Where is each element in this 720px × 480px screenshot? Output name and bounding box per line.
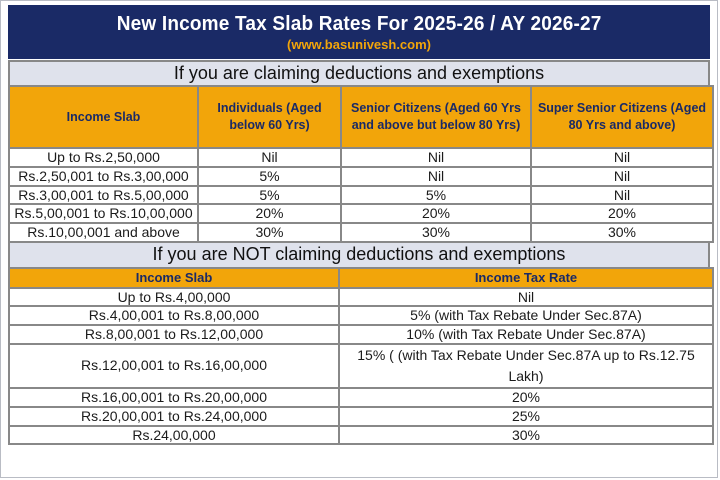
slab-cell: Rs.10,00,001 and above: [9, 223, 198, 242]
col-senior-citizens: Senior Citizens (Aged 60 Yrs and above but below 80 Yrs): [341, 86, 531, 148]
rate-cell: 25%: [339, 407, 713, 426]
rate-cell: 20%: [198, 204, 341, 223]
rate-cell: Nil: [341, 167, 531, 186]
page-title: New Income Tax Slab Rates For 2025-26 / AY 2026-27: [116, 12, 602, 35]
deductions-table: [8, 85, 714, 243]
rate-cell: 20%: [339, 388, 713, 407]
table-row: [9, 204, 713, 223]
slab-cell: Rs.5,00,001 to Rs.10,00,000: [9, 204, 198, 223]
rate-cell: 10% (with Tax Rebate Under Sec.87A): [339, 325, 713, 344]
rate-cell: Nil: [531, 186, 713, 205]
slab-cell: Rs.4,00,001 to Rs.8,00,000: [9, 306, 339, 325]
table-row: [9, 426, 713, 445]
website-text: (www.basunivesh.com): [287, 36, 431, 52]
table-row: [9, 325, 713, 344]
slab-cell: Rs.3,00,001 to Rs.5,00,000: [9, 186, 198, 205]
rate-cell: Nil: [531, 167, 713, 186]
rate-cell: 30%: [341, 223, 531, 242]
page-header: [8, 5, 710, 59]
table-row: [9, 148, 713, 167]
rate-cell: 30%: [531, 223, 713, 242]
rate-cell: 5%: [198, 167, 341, 186]
col-income-tax-rate: Income Tax Rate: [339, 268, 713, 288]
slab-cell: Rs.8,00,001 to Rs.12,00,000: [9, 325, 339, 344]
col-individuals: Individuals (Aged below 60 Yrs): [198, 86, 341, 148]
rate-cell: Nil: [531, 148, 713, 167]
col-income-slab: Income Slab: [9, 86, 198, 148]
rate-cell: 20%: [341, 204, 531, 223]
table-row: [9, 186, 713, 205]
table-row: [9, 306, 713, 325]
table-header-row: [9, 86, 713, 148]
section2-band: If you are NOT claiming deductions and exemptions: [8, 241, 710, 269]
rate-cell: 5%: [341, 186, 531, 205]
table-header-row: [9, 268, 713, 288]
slab-cell: Rs.2,50,001 to Rs.3,00,000: [9, 167, 198, 186]
rate-cell: Nil: [198, 148, 341, 167]
rate-cell: 20%: [531, 204, 713, 223]
rate-cell: 30%: [339, 426, 713, 445]
table-row: [9, 223, 713, 242]
rate-cell: 5%: [198, 186, 341, 205]
col-super-senior-citizens: Super Senior Citizens (Aged 80 Yrs and above): [531, 86, 713, 148]
rate-cell: Nil: [339, 288, 713, 307]
rate-cell: 30%: [198, 223, 341, 242]
table-row: [9, 388, 713, 407]
table-row: [9, 288, 713, 307]
rate-cell: 5% (with Tax Rebate Under Sec.87A): [339, 306, 713, 325]
col-income-slab: Income Slab: [9, 268, 339, 288]
slab-cell: Rs.20,00,001 to Rs.24,00,000: [9, 407, 339, 426]
slab-cell: Rs.24,00,000: [9, 426, 339, 445]
no-deductions-table: [8, 267, 714, 445]
table-row: [9, 167, 713, 186]
rate-cell: 15% ( (with Tax Rebate Under Sec.87A up to Rs.12.75 Lakh): [339, 344, 713, 388]
table-row: [9, 407, 713, 426]
table-row: [9, 344, 713, 388]
slab-cell: Rs.16,00,001 to Rs.20,00,000: [9, 388, 339, 407]
slab-cell: Up to Rs.4,00,000: [9, 288, 339, 307]
slab-cell: Up to Rs.2,50,000: [9, 148, 198, 167]
rate-cell: Nil: [341, 148, 531, 167]
slab-cell: Rs.12,00,001 to Rs.16,00,000: [9, 344, 339, 388]
section1-band: If you are claiming deductions and exemptions: [8, 60, 710, 87]
